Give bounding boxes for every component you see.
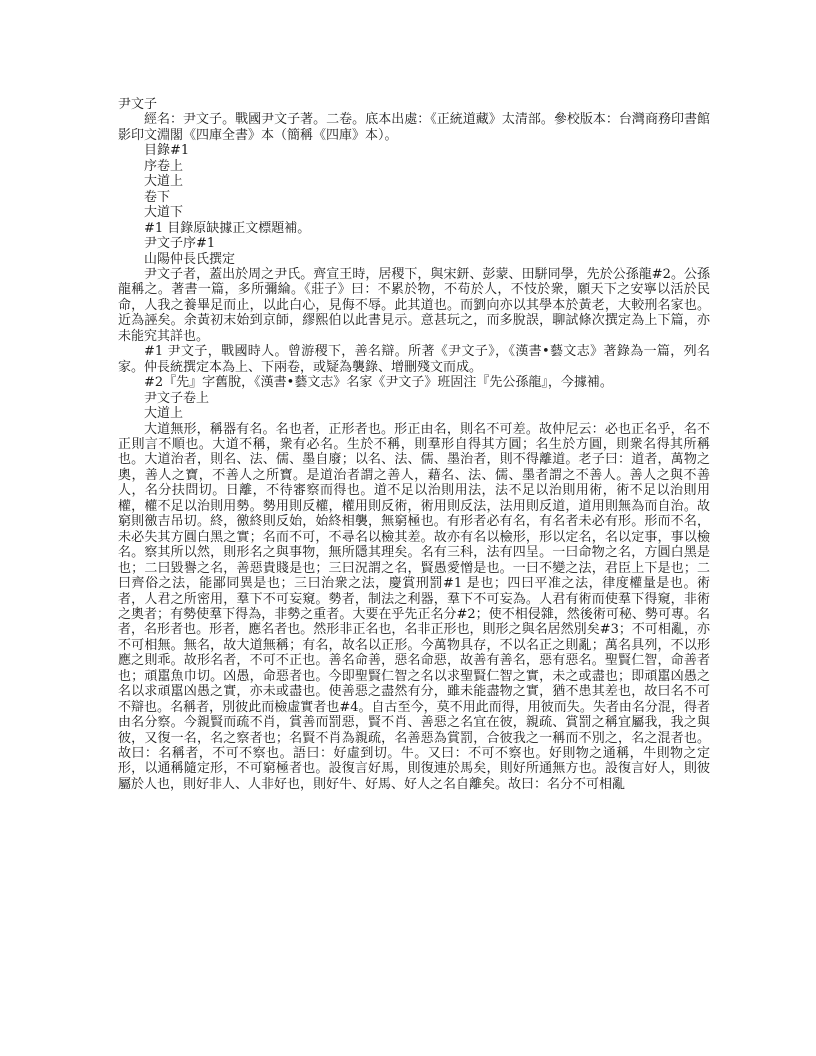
footnote-toc-1: #1 目錄原缺據正文標題補。 (144, 220, 311, 236)
preface-author: 山陽仲長氏撰定 (144, 251, 236, 267)
document-body (118, 97, 710, 792)
toc-item-dadao-shang: 大道上 (144, 174, 184, 190)
toc-item-juan-xia: 卷下 (144, 189, 171, 205)
toc-item-xu-juan-shang: 序卷上 (144, 158, 184, 174)
footnote-preface-1: #1 尹文子，戰國時人。曾游稷下，善名辯。所著《尹文子》，《漢書•藝文志》著錄為一篇，列名家。仲長統撰定本為上、下兩卷，或疑為襲錄、增刪殘文而成。 (118, 344, 710, 375)
bibliographic-note: 經名：尹文子。戰國尹文子著。二卷。底本出處：《正統道藏》太清部。參校版本：台灣商務印書館影印文淵閣《四庫全書》本（簡稱《四庫》本）。 (118, 112, 710, 143)
document-title: 尹文子 (118, 97, 158, 112)
main-text-body: 大道無形，稱器有名。名也者，正形者也。形正由名，則名不可差。故仲尼云：必也正名乎，名不正則言不順也。大道不稱，衆有必名。生於不稱，則羣形自得其方圓；名生於方圓，則衆名得其所稱也。大道治者，則名、法、儒、墨自廢；以名、法、儒、墨治者，則不得離道。老子曰：道者，萬物之奧，善人之寶，不善人之所寶。是道治者謂之善人，藉名、法、儒、墨者謂之不善人。善人之與不善人，名分扶問切。日離，不待審察而得也。道不足以治則用法，法不足以治則用術，術不足以治則用權，權不足以治則用勢。勢用則反權，權用則反術，術用則反法，法用則反道，道用則無為而自治。故窮則徼吉吊切。終，徼終則反始，始終相襲，無窮極也。有形者必有名，有名者未必有形。形而不名，未必失其方圓白黑之實；名而不可，不尋名以檢其差。故亦有名以檢形，形以定名，名以定事，事以檢名。察其所以然，則形名之與事物，無所隱其理矣。名有三科，法有四呈。一曰命物之名，方圓白黑是也；二曰毀譽之名，善惡貴賤是也；三曰況謂之名，賢愚愛憎是也。一曰不變之法，君臣上下是也；二曰齊俗之法，能鄙同異是也；三曰治衆之法，慶賞刑罰#1 是也；四曰平准之法，律度權量是也。術者，人君之所密用，羣下不可妄窺。勢者，制法之利器，羣下不可妄為。人君有術而使羣下得窺，非術之奧者；有勢使羣下得為，非勢之重者。大要在乎先正名分#2；使不相侵雜，然後術可秘、勢可專。名者，名形者也。形者，應名者也。然形非正名也，名非正形也，則形之與名居然別矣#3；不可相亂，亦不可相無。無名，故大道無稱；有名，故名以正形。今萬物具存，不以名正之則亂；萬名具列，不以形應之則乖。故形名者，不可不正也。善名命善，惡名命惡，故善有善名，惡有惡名。聖賢仁智，命善者也；頑嚚魚巾切。凶愚，命惡者也。今即聖賢仁智之名以求聖賢仁智之實，未之或盡也；即頑嚚凶愚之名以求頑嚚凶愚之實，亦未或盡也。使善惡之盡然有分，雖未能盡物之實，猶不患其差也，故曰名不可不辯也。名稱者，別彼此而檢虛實者也#4。自古至今，莫不用此而得，用彼而失。失者由名分混，得者由名分察。今親賢而疏不肖，賞善而罰惡，賢不肖、善惡之名宜在彼，親疏、賞罰之稱宜屬我，我之與彼，又復一名，名之察者也；名賢不肖為親疏，名善惡為賞罰，合彼我之一稱而不別之，名之混者也。故曰：名稱者，不可不察也。語曰：好虛到切。牛。又曰：不可不察也。好則物之通稱，牛則物之定形，以通稱隨定形，不可窮極者也。設復言好馬，則復連於馬矣，則好所通無方也。設復言好人，則彼屬於人也，則好非人、人非好也，則好牛、好馬、好人之名自離矣。故曰：名分不可相亂 (118, 421, 710, 792)
dadao-shang-heading: 大道上 (144, 406, 184, 422)
toc-item-dadao-xia: 大道下 (144, 205, 184, 221)
footnote-preface-2: #2『先』字舊脫，《漢書•藝文志》名家《尹文子》班固注『先公孫龍』，今據補。 (144, 375, 613, 391)
juan-shang-heading: 尹文子卷上 (144, 390, 210, 406)
preface-heading: 尹文子序#1 (144, 236, 216, 252)
preface-body: 尹文子者，蓋出於周之尹氏。齊宣王時，居稷下，與宋鈃、彭蒙、田駢同學，先於公孫龍#2。公孫龍稱之。著書一篇，多所彌綸。《莊子》曰：不累於物，不苟於人，不忮於衆，願天下之安寧以活於民命，人我之養畢足而止，以此白心，見侮不辱。此其道也。而劉向亦以其學本於黃老，大較刑名家也。近為誣矣。余黃初末始到京師，繆熙伯以此書見示。意甚玩之，而多脫誤，聊試條次撰定為上下篇，亦未能究其詳也。 (118, 266, 710, 344)
toc-heading: 目錄#1 (144, 143, 190, 159)
